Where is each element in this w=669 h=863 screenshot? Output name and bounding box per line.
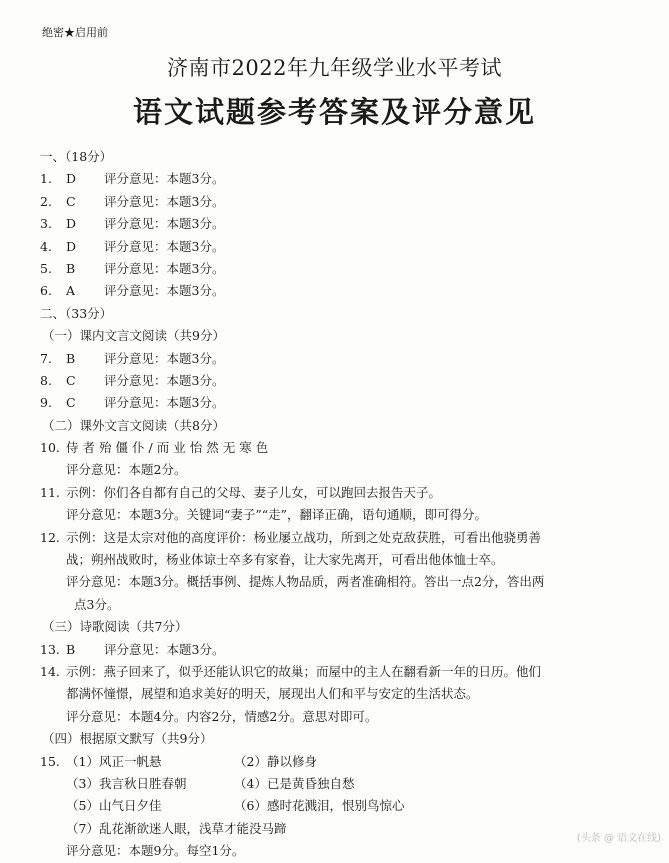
answer-text: 示例：你们各自都有自己的父母、妻子儿女，可以跑回去报告天子。 [66, 484, 442, 500]
scoring-comment: 评分意见：本题4分。内容2分，情感2分。意思对即可。 [66, 708, 378, 724]
recitation-answer: （7）乱花渐欲迷人眼，浅草才能没马蹄 [66, 820, 287, 836]
answer-text: 示例：燕子回来了，似乎还能认识它的故巢；而屋中的主人在翻看新一年的日历。他们 [66, 663, 542, 679]
answer-row [40, 527, 640, 549]
scoring-comment-continued: 点3分。 [74, 596, 120, 612]
answer-row [40, 437, 640, 459]
question-number: 12. [40, 529, 60, 545]
scoring-comment: 评分意见：本题3分。概括事例、提炼人物品质，两者准确相符。答出一点2分，答出两 [66, 574, 545, 590]
subsection-heading: （二）课外文言文阅读（共8分） [42, 417, 225, 433]
question-number: 9. [40, 395, 52, 411]
answer-text: 侍者殆僵仆/而业怡然无寒色 [66, 440, 273, 456]
answer-row [40, 639, 640, 661]
answer-row [40, 191, 640, 213]
scoring-comment: 评分意见：本题3分。 [104, 238, 225, 254]
answer-choice: C [66, 395, 76, 411]
question-number: 15. [40, 753, 60, 769]
scoring-comment: 评分意见：本题3分。 [104, 372, 225, 388]
scoring-comment: 评分意见：本题3分。 [104, 350, 225, 366]
subsection-heading: （四）根据原文默写（共9分） [42, 731, 213, 747]
answer-row [40, 795, 640, 817]
answer-row [40, 661, 640, 683]
scoring-comment: 评分意见：本题3分。 [104, 260, 225, 276]
answer-choice: B [66, 350, 76, 366]
answer-row [40, 258, 640, 280]
section-heading: 二、（33分） [40, 305, 113, 321]
scoring-comment: 评分意见：本题3分。 [104, 395, 225, 411]
answer-row [40, 392, 640, 414]
watermark: (头条 @ 语文在线) [576, 833, 661, 844]
question-number: 10. [40, 440, 60, 456]
answer-choice: B [66, 260, 76, 276]
document-title: 语文试题参考答案及评分意见 [132, 95, 536, 129]
question-number: 2. [40, 193, 52, 209]
section-heading: 一、（18分） [40, 149, 113, 164]
question-number: 1. [40, 171, 52, 187]
scoring-comment: 评分意见：本题2分。 [66, 462, 187, 478]
recitation-answer: （2）静以修身 [234, 753, 317, 769]
question-number: 6. [40, 283, 52, 299]
answer-text-continued: 都满怀憧憬，展望和追求美好的明天，展现出人们和平与安定的生活状态。 [66, 686, 479, 702]
question-number: 13. [40, 641, 60, 657]
recitation-answer: （4）已是黄昏独自愁 [234, 775, 355, 791]
scoring-comment: 评分意见：本题3分。 [104, 171, 225, 187]
scoring-comment: 评分意见：本题3分。 [104, 641, 225, 657]
answer-choice: A [66, 283, 76, 299]
confidential-label: 绝密★启用前 [42, 26, 108, 39]
question-number: 4. [40, 238, 52, 254]
scoring-comment: 评分意见：本题3分。关键词“妻子”“走”，翻译正确，语句通顺，即可得分。 [66, 507, 488, 523]
exam-title: 济南市2022年九年级学业水平考试 [167, 56, 502, 80]
answer-row [40, 236, 640, 258]
answer-choice: B [66, 641, 76, 657]
subsection-heading: （三）诗歌阅读（共7分） [42, 619, 188, 635]
answer-row [40, 213, 640, 235]
question-number: 8. [40, 372, 52, 388]
answer-row [40, 751, 640, 773]
answer-row [40, 168, 640, 190]
question-number: 3. [40, 216, 52, 232]
answer-text: 示例：这是太宗对他的高度评价：杨业屡立战功，所到之处克敌获胜，可看出他骁勇善 [66, 529, 542, 545]
answer-choice: C [66, 193, 76, 209]
recitation-answer: （1）风正一帆悬 [66, 753, 162, 769]
scoring-comment: 评分意见：本题9分。每空1分。 [66, 843, 245, 859]
question-number: 14. [40, 663, 60, 679]
scoring-comment: 评分意见：本题3分。 [104, 283, 225, 299]
answer-row [40, 370, 640, 392]
answer-choice: D [66, 238, 77, 254]
answer-row [40, 348, 640, 370]
answer-text-continued: 战；朔州战败时，杨业体谅士卒多有家眷，让大家先离开，可看出他体恤士卒。 [66, 552, 504, 568]
answer-choice: D [66, 216, 77, 232]
recitation-answer: （6）感时花溅泪，恨别鸟惊心 [234, 798, 405, 814]
question-number: 5. [40, 260, 52, 276]
question-number: 7. [40, 350, 52, 366]
answer-row [40, 773, 640, 795]
recitation-answer: （3）我言秋日胜春朝 [66, 775, 187, 791]
recitation-answer: （5）山气日夕佳 [66, 798, 162, 814]
answer-row [40, 280, 640, 302]
subsection-heading: （一）课内文言文阅读（共9分） [42, 328, 225, 344]
scoring-comment: 评分意见：本题3分。 [104, 193, 225, 209]
scoring-comment: 评分意见：本题3分。 [104, 216, 225, 232]
question-number: 11. [40, 484, 60, 500]
answer-body [40, 146, 640, 863]
answer-choice: D [66, 171, 77, 187]
answer-row [40, 482, 640, 504]
answer-choice: C [66, 372, 76, 388]
